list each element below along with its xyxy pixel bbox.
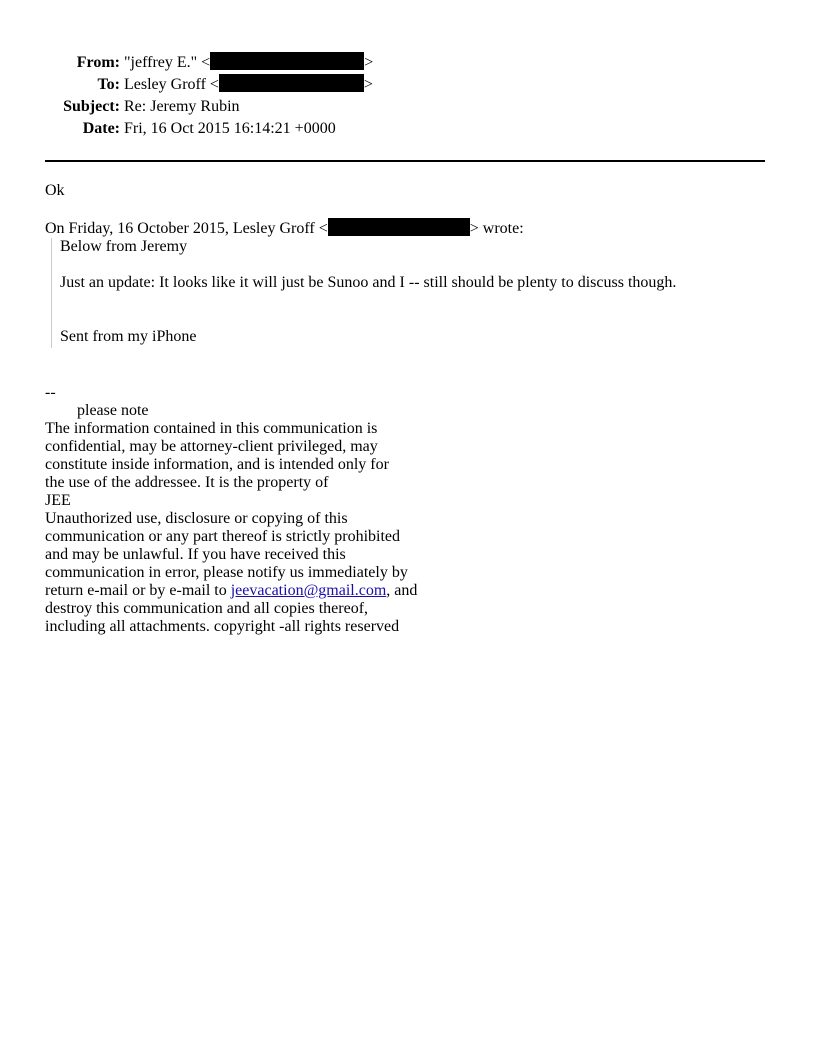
redacted-to-email — [219, 74, 364, 92]
from-name: "jeffrey E." < — [124, 54, 211, 71]
message-body — [45, 182, 775, 636]
to-name: Lesley Groff < — [124, 76, 219, 93]
signature-line: communication or any part thereof is strictly prohibited — [45, 528, 401, 545]
signature-line: confidential, may be attorney-client privileged, may — [45, 438, 378, 455]
quote-line-1: Below from Jeremy — [60, 238, 188, 255]
from-close-bracket: > — [364, 54, 374, 71]
signature-line: and may be unlawful. If you have received this — [45, 546, 346, 563]
quote-attribution — [45, 218, 775, 238]
signature-line: JEE — [45, 492, 71, 509]
to-row — [0, 74, 816, 96]
quote-line-2: Just an update: It looks like it will just be Sunoo and I -- still should be plenty to discuss though. — [60, 274, 677, 291]
email-headers — [0, 52, 816, 140]
reply-text: Ok — [45, 182, 65, 199]
signature-line: constitute inside information, and is intended only for — [45, 456, 389, 473]
date-row — [0, 118, 816, 140]
email-suffix: , and — [386, 582, 418, 599]
header-divider — [45, 160, 765, 162]
date-label: Date: — [82, 120, 120, 137]
subject-value: Re: Jeremy Rubin — [124, 98, 240, 115]
subject-row — [0, 96, 816, 118]
subject-label: Subject: — [63, 98, 120, 115]
from-value — [124, 52, 373, 74]
signature-line: the use of the addressee. It is the property of — [45, 474, 329, 491]
signature-line: including all attachments. copyright -all rights reserved — [45, 618, 400, 635]
date-value: Fri, 16 Oct 2015 16:14:21 +0000 — [124, 120, 336, 137]
from-row — [0, 52, 816, 74]
quote-line-3: Sent from my iPhone — [60, 328, 197, 345]
signature-dashes: -- — [45, 384, 56, 401]
email-link[interactable]: jeevacation@gmail.com — [230, 582, 387, 599]
quoted-message — [51, 238, 775, 348]
redacted-from-email — [210, 52, 364, 70]
signature-line: communication in error, please notify us immediately by — [45, 564, 408, 581]
signature-note: please note — [77, 402, 149, 419]
attribution-prefix: On Friday, 16 October 2015, Lesley Groff < — [45, 220, 328, 237]
signature — [45, 384, 775, 636]
email-prefix: return e-mail or by e-mail to — [45, 582, 231, 599]
signature-line: destroy this communication and all copies thereof, — [45, 600, 369, 617]
to-value — [124, 74, 373, 96]
signature-line: Unauthorized use, disclosure or copying of this — [45, 510, 348, 527]
redacted-attribution-email — [328, 218, 470, 236]
from-label: From: — [76, 54, 120, 71]
signature-line: The information contained in this communication is — [45, 420, 378, 437]
attribution-suffix: > wrote: — [469, 220, 524, 237]
signature-email-line — [45, 582, 775, 600]
to-close-bracket: > — [363, 76, 373, 93]
to-label: To: — [97, 76, 120, 93]
